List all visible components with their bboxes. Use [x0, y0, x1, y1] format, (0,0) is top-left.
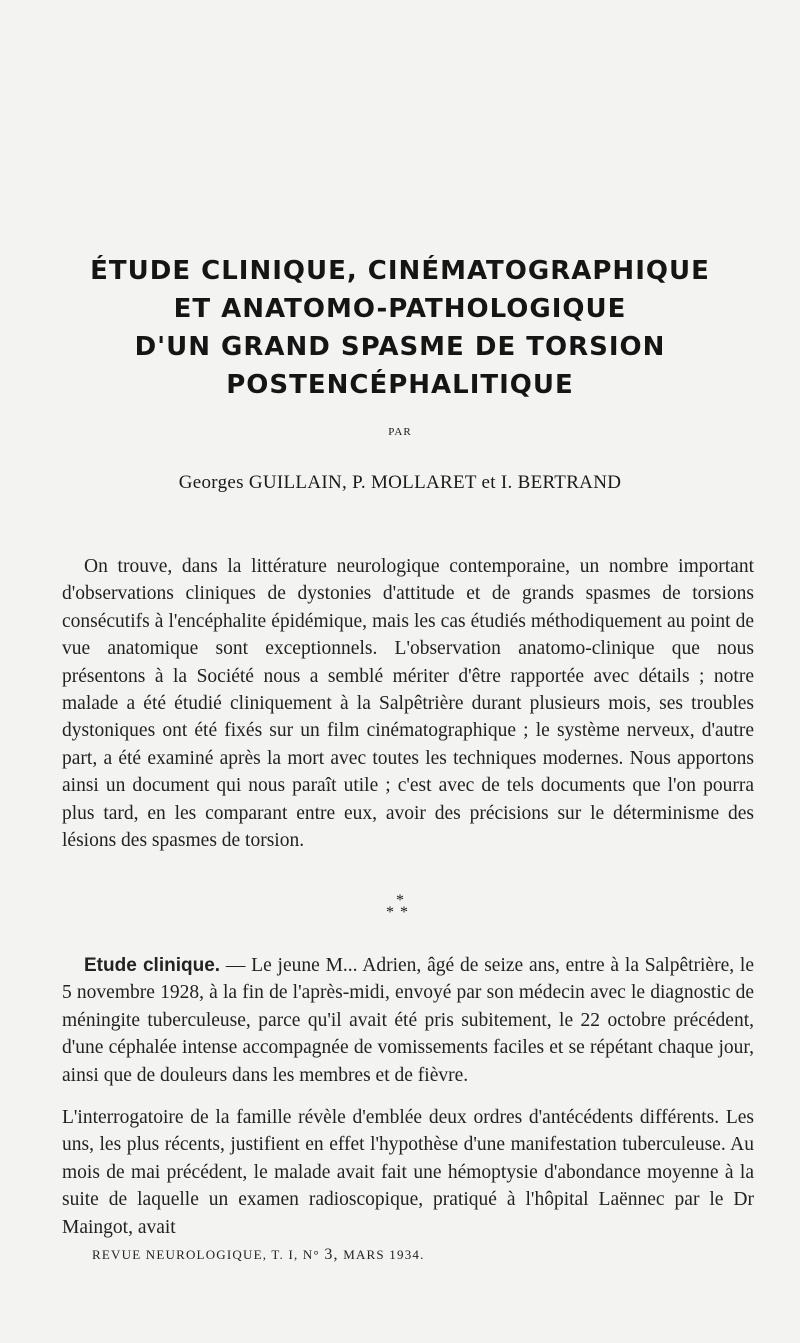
by-line-par: PAR — [388, 426, 412, 438]
paragraph-text: — Le jeune M... Adrien, âgé de seize ans, entre à la Salpêtrière, le 5 novembre 1928, à la fin de l'après-midi, envoyé par son médecin avec le diagnostic de méningite tuberculeuse, parce qu'il avait été pris subitement, le 22 octobre précédent, d'une céphalée intense accompagnée de vomissements faciles et se répétant chaque jour, ainsi que de douleurs dans les membres et de fièvre. — [62, 955, 754, 1086]
paragraph-intro: On trouve, dans la littérature neurologique contemporaine, un nombre important d'observations cliniques de dystonies d'attitude et de grands spasmes de torsions consécutifs à l'encéphalite épidémique, mais les cas étudiés méthodiquement au point de vue anatomique sont exceptionnels. L'observation anatomo-clinique que nous présentons à la Société nous a semblé mériter d'être rapportée avec détails ; notre malade a été étudié cliniquement à la Salpêtrière durant plusieurs mois, ses troubles dystoniques ont été fixés sur un film cinématographique ; le système nerveux, d'autre part, a été examiné après la mort avec toutes les techniques modernes. Nous apportons ainsi un document qui nous paraît utile ; c'est avec de tels documents que l'on pourra plus tard, en les comparant entre eux, avoir des précisions sur le déterminisme des lésions des spasmes de torsion. — [62, 556, 754, 852]
paragraph-clinical-study — [62, 952, 754, 1089]
authors: Georges GUILLAIN, P. MOLLARET et I. BERTRAND — [178, 472, 622, 493]
journal-footer — [92, 1246, 425, 1264]
issue-date: MARS 1934. — [343, 1247, 425, 1262]
title-line: POSTENCÉPHALITIQUE — [226, 370, 574, 400]
paragraph-antecedents: L'interrogatoire de la famille révèle d'emblée deux ordres d'antécédents différents. Les uns, les plus récents, justifient en effet l'hypothèse d'une manifestation tuberculeuse. Au mois de mai précédent, le malade avait fait une hémoptysie d'abondance moyenne à la suite de laquelle un examen radioscopique, pratiqué à l'hôpital Laënnec par le Dr Maingot, avait — [62, 1107, 754, 1238]
title-line: D'UN GRAND SPASME DE TORSION — [134, 332, 666, 362]
asterism-divider: * ** — [386, 892, 414, 921]
issue-number: 3, — [324, 1246, 339, 1263]
title-line: ÉTUDE CLINIQUE, CINÉMATOGRAPHIQUE — [90, 256, 710, 286]
section-heading: Etude clinique. — [84, 955, 221, 976]
article-title — [60, 252, 740, 404]
journal-name: REVUE NEUROLOGIQUE, T. I, N° — [92, 1247, 320, 1262]
title-line: ET ANATOMO-PATHOLOGIQUE — [173, 294, 627, 324]
